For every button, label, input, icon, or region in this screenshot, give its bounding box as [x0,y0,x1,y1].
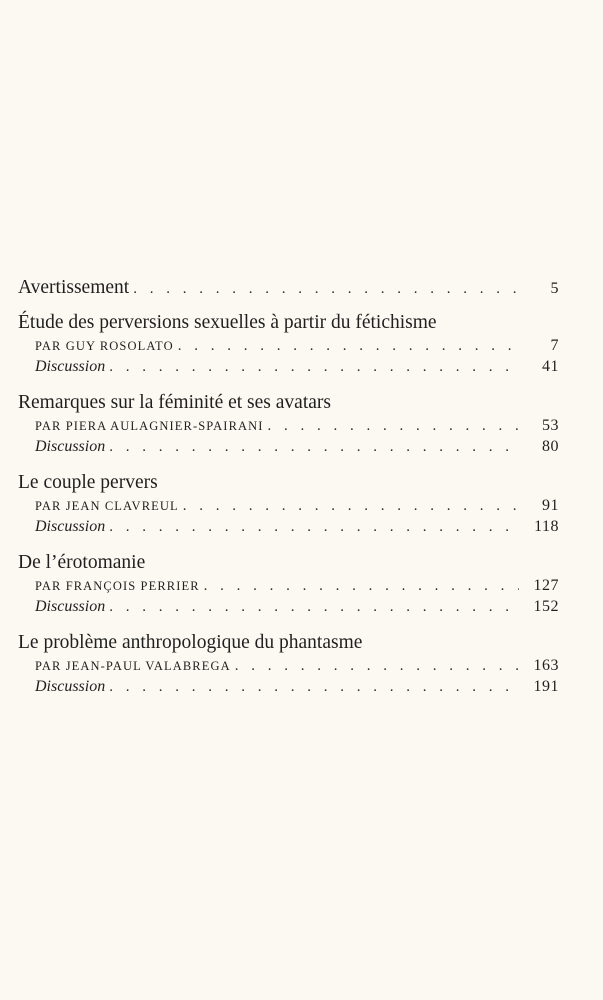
section-title [18,630,559,656]
author-entry [18,336,559,356]
author-entry [18,496,559,516]
page-number: 163 [533,657,559,674]
toc-entry-foreword [18,276,559,300]
toc-section [18,630,559,698]
dot-leader [268,419,519,434]
page-number: 7 [550,337,559,354]
discussion-entry [18,516,559,538]
author-name: PAR GUY ROSOLATO [35,339,174,353]
dot-leader [109,440,519,455]
section-title-text: Le problème anthropologique du phantasme [18,632,363,653]
section-title [18,390,559,416]
discussion-entry [18,676,559,698]
author-name: PAR JEAN CLAVREUL [35,499,179,513]
dot-leader [109,680,519,695]
page-number: 127 [533,577,559,594]
discussion-entry [18,596,559,618]
discussion-label: Discussion [35,358,106,375]
table-of-contents [18,276,559,710]
dot-leader [204,579,519,594]
discussion-label: Discussion [35,598,106,615]
page-number: 53 [542,417,559,434]
section-title [18,470,559,496]
entry-label: Avertissement [18,277,130,298]
toc-section [18,310,559,378]
page-number: 91 [542,497,559,514]
dot-leader [235,659,519,674]
dot-leader [109,600,519,615]
page-number: 152 [533,598,559,615]
section-title-text: Le couple pervers [18,472,158,493]
section-title-text: Remarques sur la féminité et ses avatars [18,392,331,413]
dot-leader [109,360,519,375]
author-entry [18,416,559,436]
discussion-label: Discussion [35,678,106,695]
section-title [18,310,559,336]
page-number: 118 [534,518,559,535]
section-title [18,550,559,576]
dot-leader [109,520,519,535]
author-entry [18,656,559,676]
page-number: 5 [550,280,559,297]
section-title-text: De l’érotomanie [18,552,146,573]
page-number: 41 [542,358,559,375]
dot-leader [183,499,519,514]
author-name: PAR FRANÇOIS PERRIER [35,579,200,593]
discussion-label: Discussion [35,518,106,535]
author-entry [18,576,559,596]
author-name: PAR JEAN-PAUL VALABREGA [35,659,231,673]
dot-leader [133,282,519,297]
discussion-entry [18,356,559,378]
section-title-text: Étude des perversions sexuelles à partir du fétichisme [18,312,437,333]
toc-section [18,470,559,538]
page-number: 191 [533,678,559,695]
page-number: 80 [542,438,559,455]
author-name: PAR PIERA AULAGNIER-SPAIRANI [35,419,264,433]
discussion-label: Discussion [35,438,106,455]
discussion-entry [18,436,559,458]
toc-section [18,390,559,458]
toc-section [18,550,559,618]
dot-leader [178,339,519,354]
